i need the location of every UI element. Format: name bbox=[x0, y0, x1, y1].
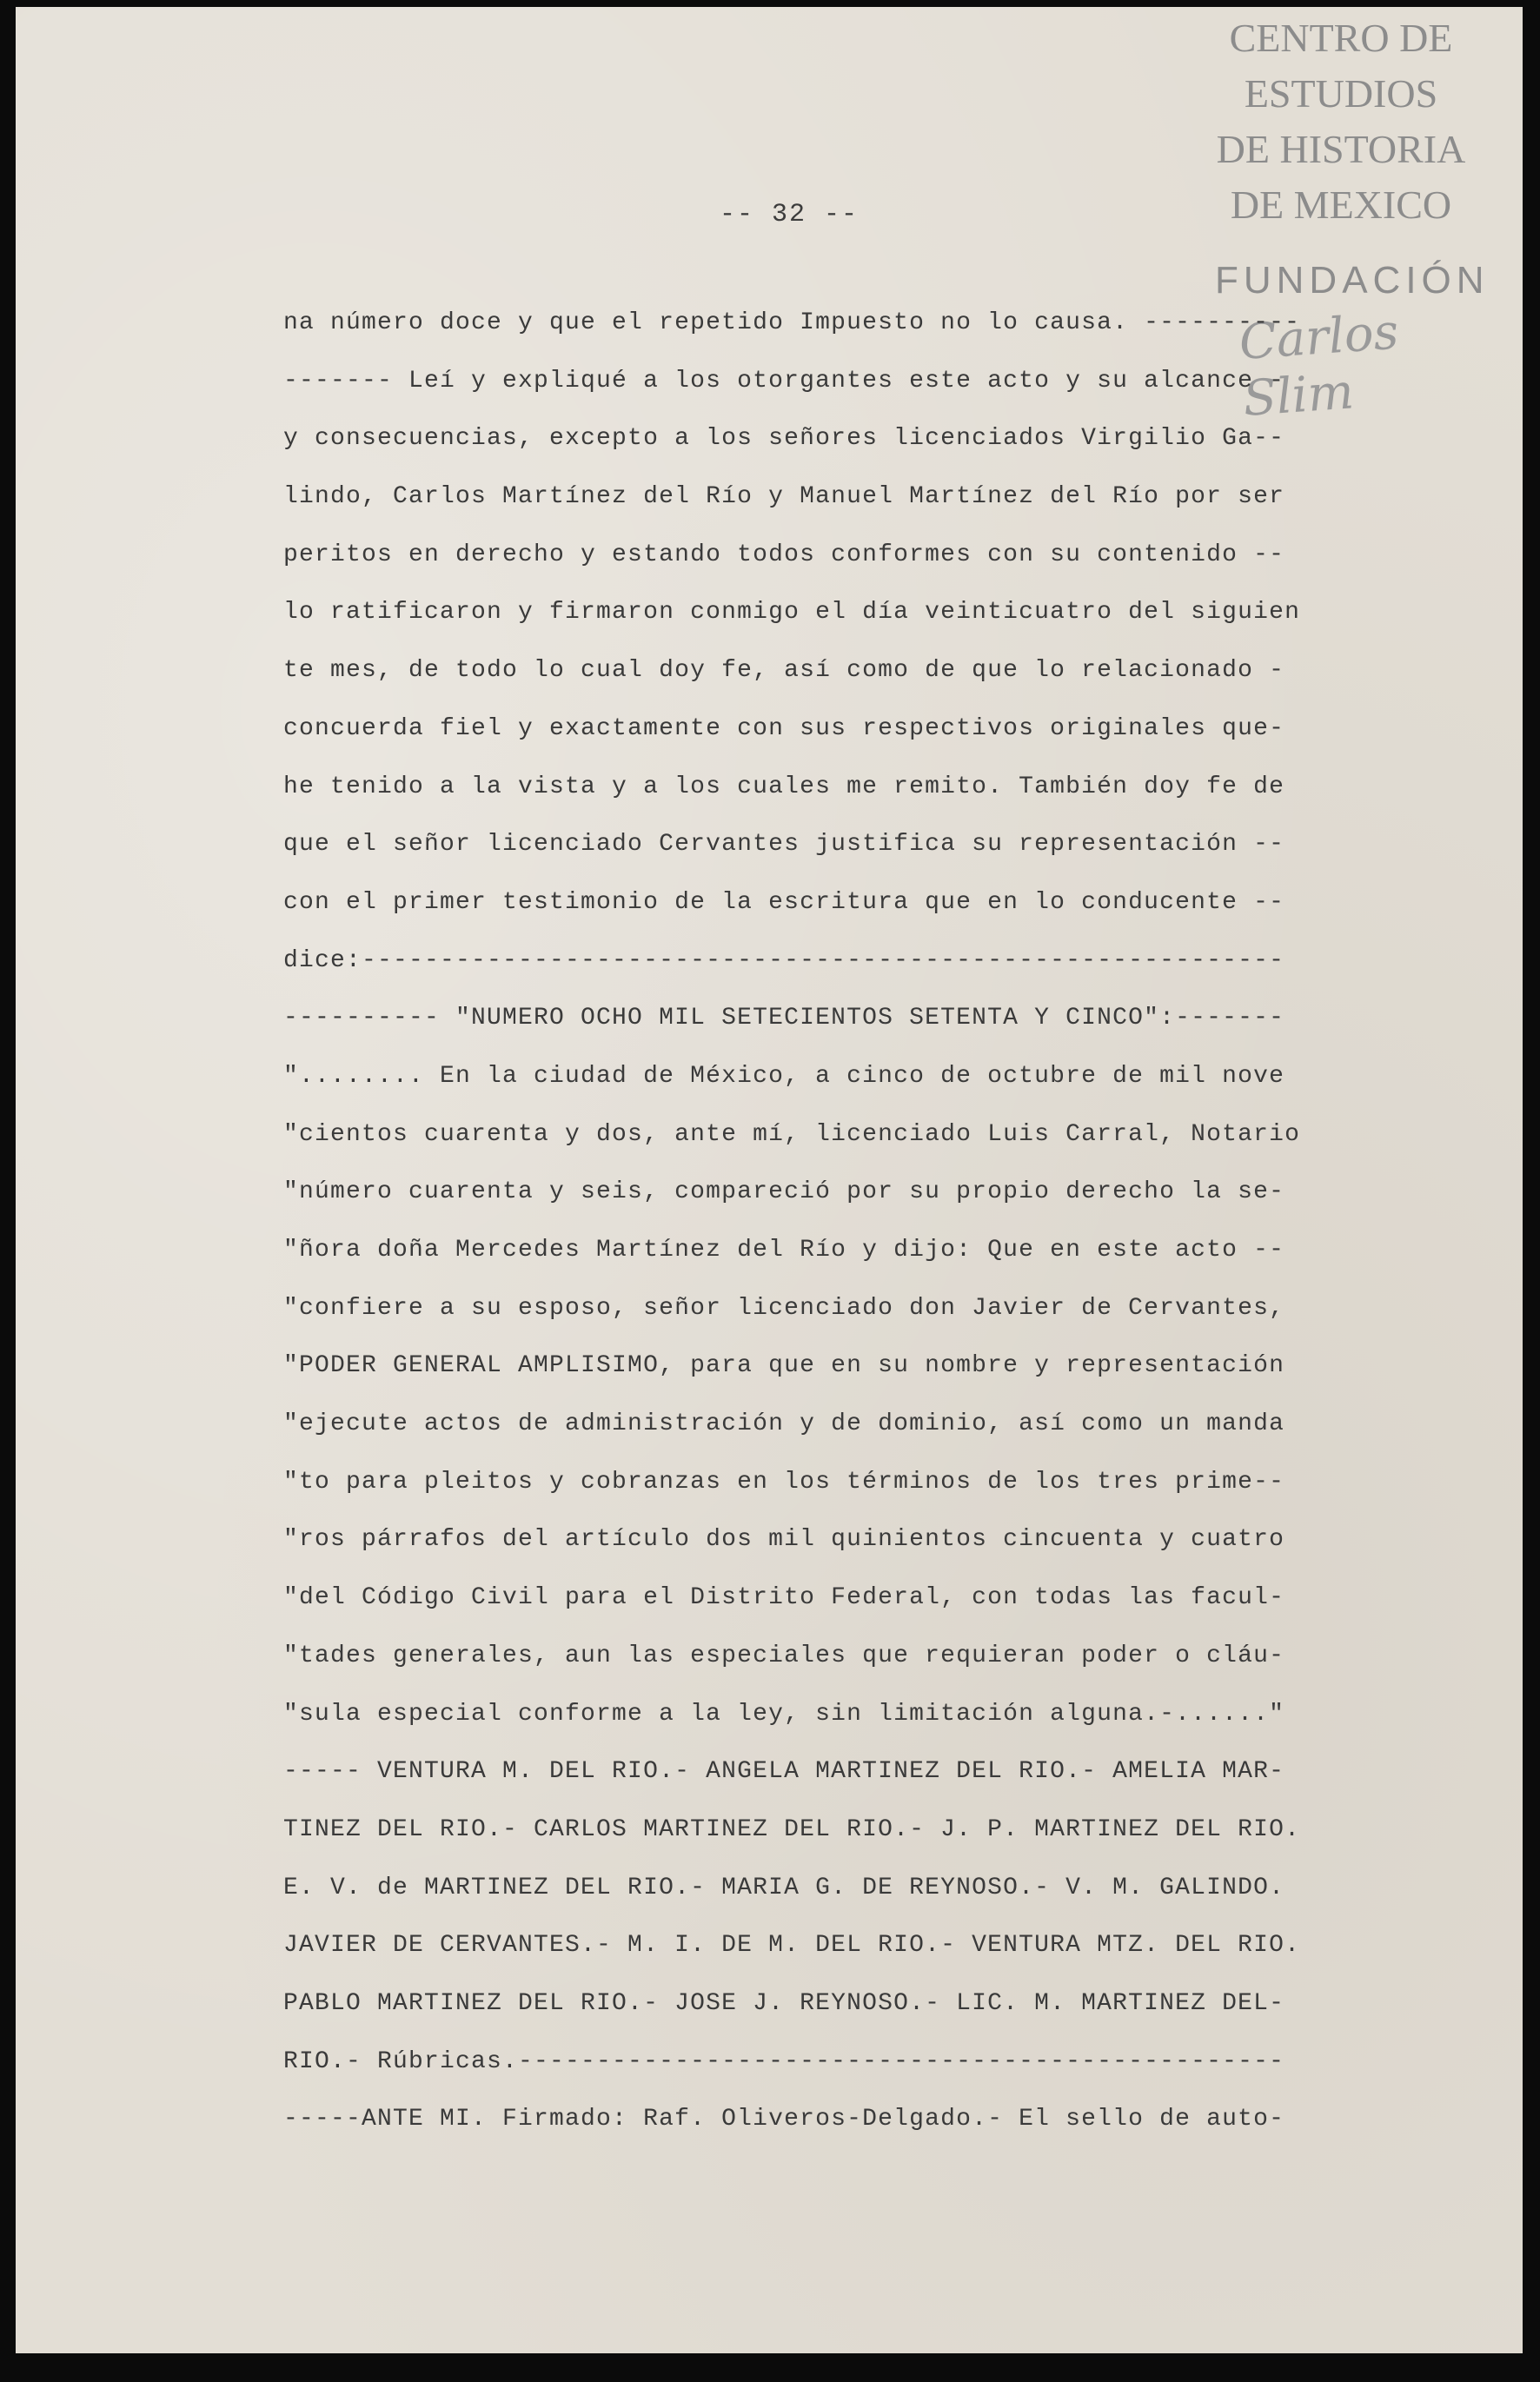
text-line: ---------- "NUMERO OCHO MIL SETECIENTOS SETENTA Y CINCO":------- bbox=[283, 1005, 1285, 1032]
text-line: JAVIER DE CERVANTES.- M. I. DE M. DEL RIO.- VENTURA MTZ. DEL RIO. bbox=[283, 1932, 1301, 1960]
text-line: "número cuarenta y seis, compareció por su propio derecho la se- bbox=[283, 1178, 1285, 1206]
text-line: y consecuencias, excepto a los señores licenciados Virgilio Ga-- bbox=[283, 425, 1285, 453]
text-line: te mes, de todo lo cual doy fe, así como de que lo relacionado - bbox=[283, 657, 1285, 685]
text-line: -----ANTE MI. Firmado: Raf. Oliveros-Delgado.- El sello de auto- bbox=[283, 2106, 1285, 2133]
page-number: -- 32 -- bbox=[720, 200, 860, 229]
text-line: E. V. de MARTINEZ DEL RIO.- MARIA G. DE REYNOSO.- V. M. GALINDO. bbox=[283, 1874, 1285, 1901]
text-line: "ros párrafos del artículo dos mil quinientos cincuenta y cuatro bbox=[283, 1526, 1285, 1554]
text-line: ------- Leí y expliqué a los otorgantes este acto y su alcance - bbox=[283, 367, 1285, 395]
text-line: "tades generales, aun las especiales que requieran poder o cláu- bbox=[283, 1642, 1285, 1669]
text-line: dice:----------------------------------------------------------- bbox=[283, 946, 1285, 974]
text-line: lo ratificaron y firmaron conmigo el día veinticuatro del siguien bbox=[283, 599, 1301, 627]
document-body bbox=[283, 311, 1413, 2166]
stamp-line: CENTRO DE bbox=[1229, 16, 1453, 60]
text-line: "ejecute actos de administración y de dominio, así como un manda bbox=[283, 1410, 1285, 1438]
text-line: "PODER GENERAL AMPLISIMO, para que en su nombre y representación bbox=[283, 1352, 1285, 1380]
stamp-signature: Carlos Slim bbox=[1237, 303, 1401, 428]
text-line: "........ En la ciudad de México, a cinco de octubre de mil nove bbox=[283, 1062, 1285, 1090]
stamp-line: ESTUDIOS bbox=[1244, 71, 1438, 116]
stamp-line: DE HISTORIA bbox=[1216, 127, 1466, 171]
text-line: concuerda fiel y exactamente con sus respectivos originales que- bbox=[283, 714, 1285, 742]
text-line: he tenido a la vista y a los cuales me remito. También doy fe de bbox=[283, 773, 1285, 800]
document-sheet bbox=[16, 7, 1523, 2353]
text-line: lindo, Carlos Martínez del Río y Manuel Martínez del Río por ser bbox=[283, 483, 1285, 511]
stamp-line: DE MEXICO bbox=[1230, 182, 1452, 227]
text-line: peritos en derecho y estando todos conformes con su contenido -- bbox=[283, 541, 1285, 568]
text-line: na número doce y que el repetido Impuesto no lo causa. ---------- bbox=[283, 309, 1301, 336]
text-line: con el primer testimonio de la escritura que en lo conducente -- bbox=[283, 888, 1285, 916]
text-line: "confiere a su esposo, señor licenciado don Javier de Cervantes, bbox=[283, 1294, 1285, 1322]
text-line: TINEZ DEL RIO.- CARLOS MARTINEZ DEL RIO.- J. P. MARTINEZ DEL RIO. bbox=[283, 1815, 1301, 1843]
text-line: "sula especial conforme a la ley, sin limitación alguna.-......" bbox=[283, 1700, 1285, 1728]
text-line: RIO.- Rúbricas.------------------------------------------------- bbox=[283, 2047, 1285, 2075]
text-line: "del Código Civil para el Distrito Federal, con todas las facul- bbox=[283, 1584, 1285, 1612]
text-line: "to para pleitos y cobranzas en los términos de los tres prime-- bbox=[283, 1468, 1285, 1496]
text-line: ----- VENTURA M. DEL RIO.- ANGELA MARTINEZ DEL RIO.- AMELIA MAR- bbox=[283, 1758, 1285, 1786]
text-line: PABLO MARTINEZ DEL RIO.- JOSE J. REYNOSO.- LIC. M. MARTINEZ DEL- bbox=[283, 1989, 1285, 2017]
text-line: "ñora doña Mercedes Martínez del Río y dijo: Que en este acto -- bbox=[283, 1237, 1285, 1264]
stamp-fundacion: FUNDACIÓN bbox=[1215, 259, 1490, 302]
text-line: "cientos cuarenta y dos, ante mí, licenciado Luis Carral, Notario bbox=[283, 1120, 1301, 1148]
text-line: que el señor licenciado Cervantes justifica su representación -- bbox=[283, 831, 1285, 859]
